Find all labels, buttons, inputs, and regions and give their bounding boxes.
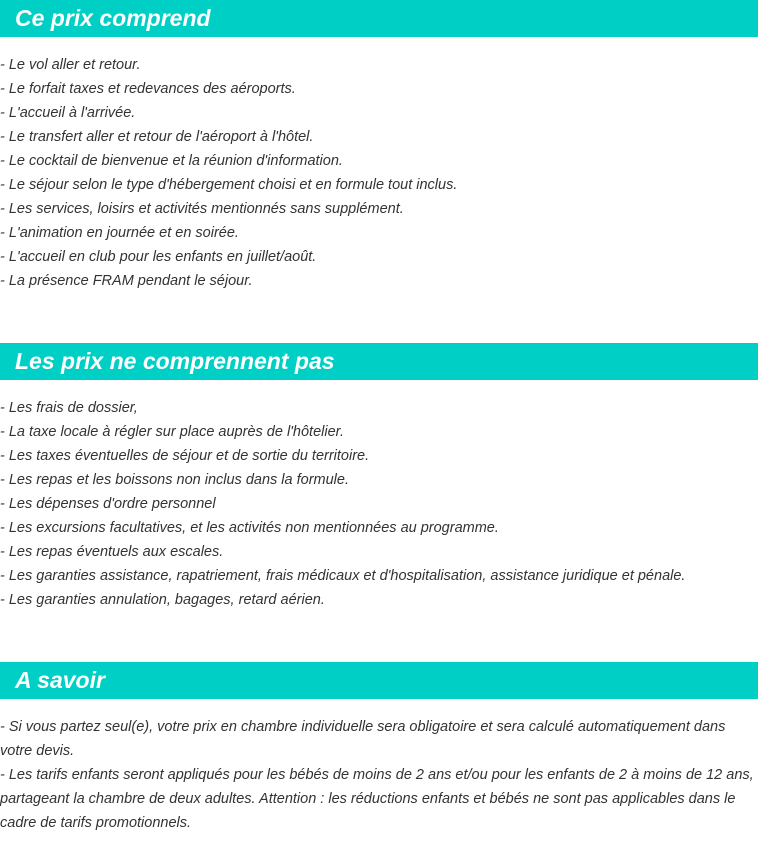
list-item: - L'accueil en club pour les enfants en juillet/août. <box>0 249 317 265</box>
list-item: - Le forfait taxes et redevances des aéroports. <box>0 81 296 97</box>
list-item: - Les repas éventuels aux escales. <box>0 544 224 560</box>
list-item: - Le vol aller et retour. <box>0 57 141 73</box>
list-item: - L'animation en journée et en soirée. <box>0 225 239 241</box>
list-item: - Les excursions facultatives, et les activités non mentionnées au programme. <box>0 520 499 536</box>
list-item: - L'accueil à l'arrivée. <box>0 105 136 121</box>
list-item: - Les repas et les boissons non inclus dans la formule. <box>0 472 349 488</box>
section-price-includes <box>0 0 758 293</box>
list-item: - Les dépenses d'ordre personnel <box>0 496 216 512</box>
list-item: - Le cocktail de bienvenue et la réunion d'information. <box>0 153 343 169</box>
list-item: - La taxe locale à régler sur place auprès de l'hôtelier. <box>0 424 344 440</box>
list-item: - Les frais de dossier, <box>0 400 138 416</box>
list-item: - Les taxes éventuelles de séjour et de sortie du territoire. <box>0 448 370 464</box>
list-item: - Les tarifs enfants seront appliqués pour les bébés de moins de 2 ans et/ou pour les enfants de 2 à moins de 12 ans, partageant la chambre de deux adultes. Attention : les réductions enfants et bébés ne sont pas applicables dans le cadre de tarifs promotionnels. <box>0 767 754 831</box>
excluded-items-list <box>0 396 758 612</box>
list-item: - La présence FRAM pendant le séjour. <box>0 273 253 289</box>
list-item: - Les garanties assistance, rapatriement, frais médicaux et d'hospitalisation, assistance juridique et pénale. <box>0 568 686 584</box>
section-title: Les prix ne comprennent pas <box>0 343 758 380</box>
section-good-to-know <box>0 662 758 835</box>
info-items-list <box>0 715 758 835</box>
list-item: - Les garanties annulation, bagages, retard aérien. <box>0 592 325 608</box>
included-items-list <box>0 53 758 293</box>
list-item: - Le transfert aller et retour de l'aéroport à l'hôtel. <box>0 129 314 145</box>
list-item: - Le séjour selon le type d'hébergement choisi et en formule tout inclus. <box>0 177 458 193</box>
section-title: A savoir <box>0 662 758 699</box>
section-title: Ce prix comprend <box>0 0 758 37</box>
section-price-excludes <box>0 343 758 612</box>
list-item: - Si vous partez seul(e), votre prix en chambre individuelle sera obligatoire et sera calculé automatiquement dans votre devis. <box>0 719 726 759</box>
list-item: - Les services, loisirs et activités mentionnés sans supplément. <box>0 201 404 217</box>
